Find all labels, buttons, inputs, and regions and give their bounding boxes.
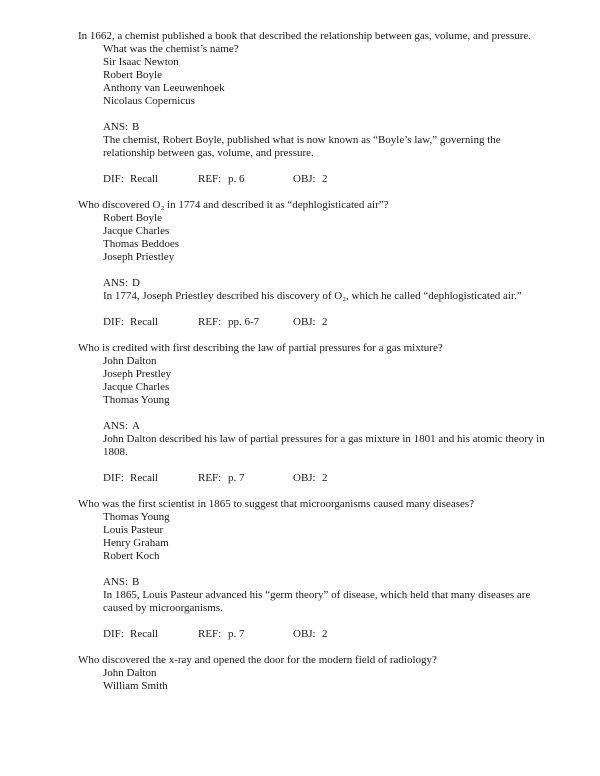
choice: Thomas Young	[103, 511, 170, 523]
dif-label: DIF:	[103, 173, 124, 185]
choice: Nicolaus Copernicus	[103, 95, 195, 107]
dif-label: DIF:	[103, 316, 124, 328]
answer-line	[103, 576, 545, 589]
choice: Henry Graham	[103, 537, 169, 549]
ref-value: p. 7	[228, 472, 245, 484]
choice-list	[103, 56, 545, 108]
meta-row	[103, 472, 545, 485]
answer-rationale: In 1865, Louis Pasteur advanced his “germ theory” of disease, which held that many diseases are caused by microorganisms.	[103, 589, 531, 614]
question-text: Who was the first scientist in 1865 to suggest that microorganisms caused many diseases?	[78, 498, 475, 510]
ref-label: REF:	[198, 472, 222, 484]
choice: Louis Pasteur	[103, 524, 164, 536]
choice: Joseph Priestley	[103, 251, 175, 263]
dif-value: Recall	[130, 472, 159, 484]
obj-label: OBJ:	[293, 173, 316, 185]
meta-row	[103, 628, 545, 641]
answer-value: B	[132, 576, 140, 588]
question-block	[78, 30, 545, 186]
question-text: Who discovered O₂ in 1774 and described it as “dephlogisticated air”?	[78, 199, 389, 211]
question-block	[78, 654, 545, 693]
choice-list	[103, 212, 545, 264]
answer-line	[103, 121, 545, 134]
ref-value: pp. 6-7	[228, 316, 260, 328]
meta-row	[103, 316, 545, 329]
dif-label: DIF:	[103, 472, 124, 484]
answer-rationale: In 1774, Joseph Priestley described his discovery of O₂, which he called “dephlogisticated air.”	[103, 290, 522, 302]
choice: Robert Boyle	[103, 212, 162, 224]
answer-section	[103, 277, 545, 303]
choice: Robert Boyle	[103, 69, 162, 81]
choice: John Dalton	[103, 667, 157, 679]
answer-value: D	[132, 277, 140, 289]
question-text: Who discovered the x-ray and opened the door for the modern field of radiology?	[78, 654, 437, 666]
choice: Thomas Young	[103, 394, 170, 406]
question-block	[78, 342, 545, 485]
question-text: In 1662, a chemist published a book that described the relationship between gas, volume, and pressure. What was the chemist’s name?	[78, 30, 532, 55]
answer-line	[103, 277, 545, 290]
question-block	[78, 498, 545, 641]
obj-value: 2	[322, 628, 328, 640]
answer-section	[103, 121, 545, 160]
choice: Anthony van Leeuwenhoek	[103, 82, 225, 94]
choice: Sir Isaac Newton	[103, 56, 179, 68]
answer-label: ANS:	[103, 576, 129, 588]
dif-value: Recall	[130, 316, 159, 328]
answer-section	[103, 576, 545, 615]
ref-value: p. 6	[228, 173, 245, 185]
dif-value: Recall	[130, 628, 159, 640]
answer-value: B	[132, 121, 140, 133]
choice: Joseph Prestley	[103, 368, 172, 380]
ref-label: REF:	[198, 628, 222, 640]
choice: Jacque Charles	[103, 381, 170, 393]
obj-label: OBJ:	[293, 472, 316, 484]
obj-value: 2	[322, 316, 328, 328]
obj-value: 2	[322, 173, 328, 185]
answer-rationale: The chemist, Robert Boyle, published what is now known as “Boyle’s law,” governing the relationship between gas, volume, and pressure.	[103, 134, 501, 159]
obj-value: 2	[322, 472, 328, 484]
choice: Jacque Charles	[103, 225, 170, 237]
question-block	[78, 199, 545, 329]
choice: Robert Koch	[103, 550, 160, 562]
ref-label: REF:	[198, 316, 222, 328]
answer-section	[103, 420, 545, 459]
question-text: Who is credited with first describing the law of partial pressures for a gas mixture?	[78, 342, 443, 354]
answer-label: ANS:	[103, 121, 129, 133]
choice: John Dalton	[103, 355, 157, 367]
answer-line	[103, 420, 545, 433]
choice-list	[103, 355, 545, 407]
dif-label: DIF:	[103, 628, 124, 640]
answer-label: ANS:	[103, 277, 129, 289]
obj-label: OBJ:	[293, 628, 316, 640]
choice-list	[103, 511, 545, 563]
choice: William Smith	[103, 680, 168, 692]
answer-label: ANS:	[103, 420, 129, 432]
dif-value: Recall	[130, 173, 159, 185]
choice: Thomas Beddoes	[103, 238, 180, 250]
ref-label: REF:	[198, 173, 222, 185]
obj-label: OBJ:	[293, 316, 316, 328]
answer-rationale: John Dalton described his law of partial pressures for a gas mixture in 1801 and his atomic theory in 1808.	[103, 433, 545, 458]
ref-value: p. 7	[228, 628, 245, 640]
choice-list	[103, 667, 545, 693]
meta-row	[103, 173, 545, 186]
answer-value: A	[132, 420, 140, 432]
